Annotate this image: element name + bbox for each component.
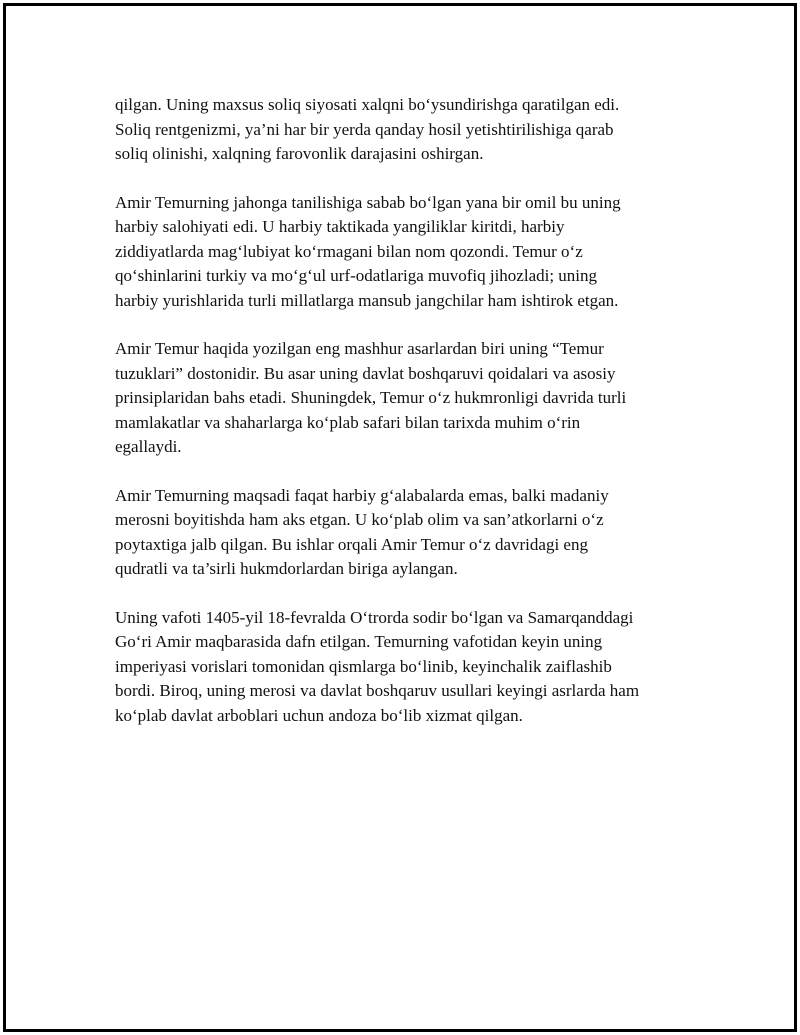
paragraph-4: [115, 484, 695, 582]
text-line: Amir Temurning maqsadi faqat harbiy g‘alabalarda emas, balki madaniy: [115, 485, 609, 505]
paragraph-5: [115, 606, 695, 729]
text-line: qo‘shinlarini turkiy va mo‘g‘ul urf-odatlariga muvofiq jihozladi; uning: [115, 266, 598, 285]
text-line: prinsiplaridan bahs etadi. Shuningdek, Temur o‘z hukmronligi davrida turli: [115, 388, 627, 407]
paragraph-1: [115, 93, 695, 167]
text-line: tuzuklari” dostonidir. Bu asar uning davlat boshqaruvi qoidalari va asosiy: [115, 363, 616, 383]
text-line: Uning vafoti 1405-yil 18-fevralda O‘trorda sodir bo‘lgan va Samarqanddagi: [115, 607, 634, 627]
text-line: egallaydi.: [115, 437, 182, 456]
text-line: qudratli va ta’sirli hukmdorlardan biriga aylangan.: [115, 559, 458, 578]
text-line: Soliq rentgenizmi, ya’ni har bir yerda qanday hosil yetishtirilishiga qarab: [115, 119, 614, 139]
text-line: harbiy yurishlarida turli millatlarga mansub jangchilar ham ishtirok etgan.: [115, 290, 619, 310]
text-line: harbiy salohiyati edi. U harbiy taktikada yangiliklar kiritdi, harbiy: [115, 217, 565, 236]
text-line: soliq olinishi, xalqning farovonlik darajasini oshirgan.: [115, 144, 484, 163]
text-line: qilgan. Uning maxsus soliq siyosati xalqni bo‘ysundirishga qaratilgan edi.: [115, 95, 620, 114]
text-line: bordi. Biroq, uning merosi va davlat boshqaruv usullari keyingi asrlarda ham: [115, 681, 640, 700]
text-line: merosni boyitishda ham aks etgan. U ko‘plab olim va san’atkorlarni o‘z: [115, 510, 604, 529]
text-line: mamlakatlar va shaharlarga ko‘plab safari bilan tarixda muhim o‘rin: [115, 412, 581, 432]
text-line: Amir Temurning jahonga tanilishiga sabab bo‘lgan yana bir omil bu uning: [115, 192, 621, 212]
paragraph-2: [115, 191, 695, 314]
text-line: imperiyasi vorislari tomonidan qismlarga bo‘linib, keyinchalik zaiflashib: [115, 656, 612, 676]
document-body: [115, 93, 695, 752]
paragraph-3: [115, 337, 695, 460]
text-line: ko‘plab davlat arboblari uchun andoza bo‘lib xizmat qilgan.: [115, 705, 523, 725]
text-line: poytaxtiga jalb qilgan. Bu ishlar orqali Amir Temur o‘z davridagi eng: [115, 534, 588, 554]
text-line: ziddiyatlarda mag‘lubiyat ko‘rmagani bilan nom qozondi. Temur o‘z: [115, 241, 583, 261]
text-line: Go‘ri Amir maqbarasida dafn etilgan. Temurning vafotidan keyin uning: [115, 632, 603, 651]
text-line: Amir Temur haqida yozilgan eng mashhur asarlardan biri uning “Temur: [115, 339, 604, 358]
